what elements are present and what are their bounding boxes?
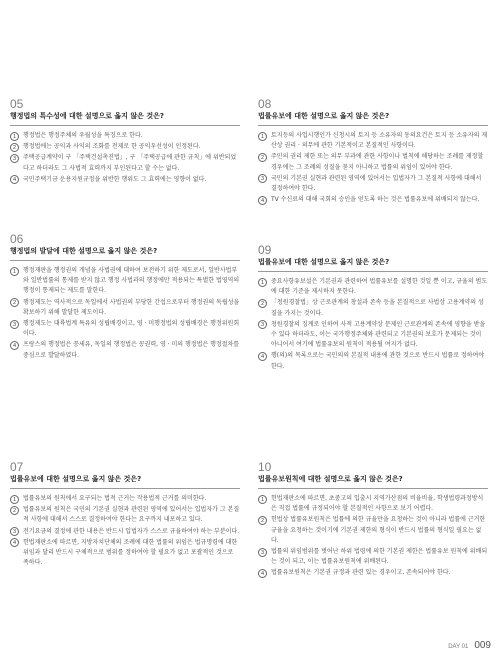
question-title: 법률유보에 대한 설명으로 옳지 않은 것은? [258, 257, 488, 272]
option[interactable] [10, 494, 240, 504]
option-marker: 2 [10, 298, 19, 307]
option[interactable] [258, 131, 488, 151]
option-text: 헌법재판소에 따르면, 지방자치단체의 조례에 대한 법률의 위임은 법규명령에 대한 위임과 달리 반드시 구체적으로 범위를 정하여야 할 필요가 없고 포괄적인 것으로 족하다. [23, 538, 238, 567]
question-number: 09 [258, 243, 272, 257]
option[interactable] [258, 152, 488, 172]
option-text: 법률의 위임범위를 벗어난 하위 법령에 의한 기본권 제한은 법률유보 원칙에 위배되는 것이 되고, 이는 법률유보원칙에 위배된다. [271, 548, 488, 566]
option-marker: 1 [258, 495, 267, 504]
option-text: 행정법에는 공익과 사익의 조화를 전제로 한 공익우선성이 인정된다. [23, 143, 201, 151]
option-marker: 4 [10, 341, 19, 350]
option[interactable] [258, 320, 488, 351]
question-title: 행정법의 발달에 대한 설명으로 옳지 않은 것은? [10, 246, 240, 261]
question-number: 06 [10, 232, 24, 246]
option-text: 행(의)의 목록으로는 국민의의 본질적 내용에 관한 것으로 반드시 법률로 정하여야 한다. [271, 352, 485, 370]
option[interactable] [10, 505, 240, 525]
option-text: 국민주택기금 운용지원규정을 위반한 행위도 그 효력에는 영향이 없다. [23, 175, 207, 183]
option-text: 중요사항유보설은 기본권과 관련하여 법률유보를 설명한 것일 뿐 이고, 규율의 범도에 대한 기준을 제시하지 못한다. [271, 278, 488, 296]
option-text: 청원경찰의 징계로 인하여 사적 고용계약상 문제인 근로관계의 존속에 영향을 받을 수 있다 하더라도, 이는 국가행정주체와 관련되고 기본권의 보호가 문제되는 것이 아니어서 여기에 법률유보의 원칙이 적용될 여지가 없다. [271, 320, 486, 349]
option-marker: 1 [10, 267, 19, 276]
option[interactable] [258, 515, 488, 546]
option-text: 토지등의 사업시행인가 신청시의 토지 등 소유자의 동의요건은 토지 등 소유자의 재산상 권리 · 의무에 관한 기본적이고 본질적인 사항이다. [271, 132, 488, 150]
option[interactable] [10, 527, 240, 537]
option-marker: 2 [258, 153, 267, 162]
option-marker: 3 [258, 174, 267, 183]
option-text: 헌법재판소에 따르면, 초중고의 입출시 지역가산점의 비율비율, 학생법령과정방식은 직접 법률에 규정되어야 할 본질적인 사항으로 보기 어렵다. [271, 495, 484, 513]
option-text: TV 수신료의 대해 국회의 승인을 얻도록 하는 것은 법률유보에 위배되지 않는다. [271, 196, 480, 204]
option[interactable] [10, 266, 240, 297]
option-text: 헌법상 법률유보원칙은 법률에 의한 규율만을 요청하는 것이 아니라 법률에 근거한 규율을 요청하는 것이기에 기본권 제한의 형식이 반드시 법률의 형식일 필요는 없다. [271, 516, 486, 544]
option-marker: 3 [10, 527, 19, 536]
option-marker: 4 [10, 175, 19, 184]
question-number: 05 [10, 97, 24, 111]
option-marker: 2 [10, 506, 19, 515]
option-text: 「청원경찰법」상 근로관계의 창설과 존속 등을 본질적으로 사법상 고용계약의 성질을 가지는 것이다. [271, 299, 484, 317]
option-marker: 1 [258, 132, 267, 141]
option-marker: 3 [258, 548, 267, 557]
question-07 [10, 460, 240, 569]
question-08 [258, 97, 488, 206]
option-marker: 4 [258, 352, 267, 361]
option-marker: 1 [258, 278, 267, 287]
question-title: 법률유보에 대한 설명으로 옳지 않은 것은? [10, 474, 240, 489]
question-06 [10, 232, 240, 362]
question-title: 법률유보에 대한 설명으로 옳지 않은 것은? [258, 111, 488, 126]
option[interactable] [10, 131, 240, 141]
option[interactable] [10, 319, 240, 339]
question-title: 행정법의 특수성에 대한 설명으로 옳지 않은 것은? [10, 111, 240, 126]
option[interactable] [258, 568, 488, 578]
option[interactable] [258, 351, 488, 371]
option[interactable] [258, 298, 488, 318]
question-number: 10 [258, 460, 272, 474]
option[interactable] [10, 153, 240, 173]
option-marker: 4 [10, 538, 19, 547]
option-marker: 4 [258, 569, 267, 578]
option[interactable] [10, 298, 240, 318]
option-marker: 4 [258, 196, 267, 205]
question-09 [258, 243, 488, 373]
option-text: 주택공급계약이 구 「주택건설촉진법」, 구 「주택공급에 관한 규칙」에 위반되었다고 하더라도 그 사법적 효력까지 부인된다고 할 수는 없다. [23, 154, 237, 172]
option-text: 프랑스의 행정법은 꽁세유, 독일의 행정법은 꽁권력, 영 · 미의 행정법은 행정절차를 중심으로 발달하였다. [23, 341, 240, 359]
option-text: 행정제도는 역사적으로 독일에서 사법권의 부당한 간섭으로부터 행정권의 독립성을 확보하기 위해 발달한 제도이다. [23, 298, 240, 316]
option[interactable] [258, 195, 488, 205]
option-text: 국민의 기본권 실현과 관련된 영역에 있어서는 입법자가 그 본질적 사항에 대해서 결정하여야 한다. [271, 174, 482, 193]
option-marker: 2 [10, 143, 19, 152]
option[interactable] [258, 277, 488, 297]
option[interactable] [10, 142, 240, 152]
option-marker: 2 [258, 299, 267, 308]
question-title: 법률유보원칙에 대한 설명으로 옳지 않은 것은? [258, 474, 488, 489]
page-footer [448, 640, 491, 651]
question-05 [10, 97, 240, 186]
option[interactable] [10, 340, 240, 360]
option[interactable] [10, 538, 240, 569]
option[interactable] [258, 174, 488, 194]
question-10 [258, 460, 488, 580]
option-marker: 3 [10, 320, 19, 329]
option-marker: 1 [10, 495, 19, 504]
option-marker: 3 [258, 320, 267, 329]
option[interactable] [258, 494, 488, 514]
option-text: 행정법은 행정주체의 우월성을 특징으로 한다. [23, 132, 143, 139]
option[interactable] [10, 175, 240, 185]
option-marker: 3 [10, 154, 19, 163]
option-text: 법률유보의 원칙에서 요구되는 법적 근거는 작용법적 근거를 의미한다. [23, 495, 207, 502]
page-number: 009 [474, 640, 491, 651]
question-number: 08 [258, 97, 272, 111]
question-number: 07 [10, 460, 24, 474]
option-text: 전기요금의 결정에 관한 내용은 반드시 입법자가 스스로 규율하여야 하는 부분이다. [23, 527, 240, 535]
option-text: 법률유보의 원칙은 국민의 기본권 실현과 관련된 영역에 있어서는 입법자가 그 본질적 사항에 대해서 스스로 결정하여야 한다는 요구까지 내포하고 있다. [23, 506, 240, 524]
option-marker: 2 [258, 516, 267, 525]
day-label: DAY 01 [448, 644, 469, 650]
option-text: 행정제도는 대륙법계 특유의 성립배경이고, 영 · 미행정법의 성립배경은 행정위원회이다. [23, 320, 240, 338]
option-text: 법률유보원칙은 기본권 규정과 관련 있는 경우이고, 존속되어야 한다. [271, 569, 451, 577]
option-text: 주민의 권리 제한 또는 의무 부과에 관한 사항이나 벌칙에 해당하는 조례를 제정할 경우에는 그 조례의 성질을 묻지 아니하고 법률의 위임이 있어야 한다. [271, 153, 484, 171]
option-marker: 1 [10, 132, 19, 141]
option-text: 행정재판을 행정권의 개념을 사법권에 대하여 보전하기 위한 제도로서, 일반사법부와 일반법률의 통제를 받지 않고 행정 사법과의 행정에만 적용되는 특별한 법영역의 행정이 통제되는 제도를 말한다. [23, 267, 240, 295]
option[interactable] [258, 547, 488, 567]
